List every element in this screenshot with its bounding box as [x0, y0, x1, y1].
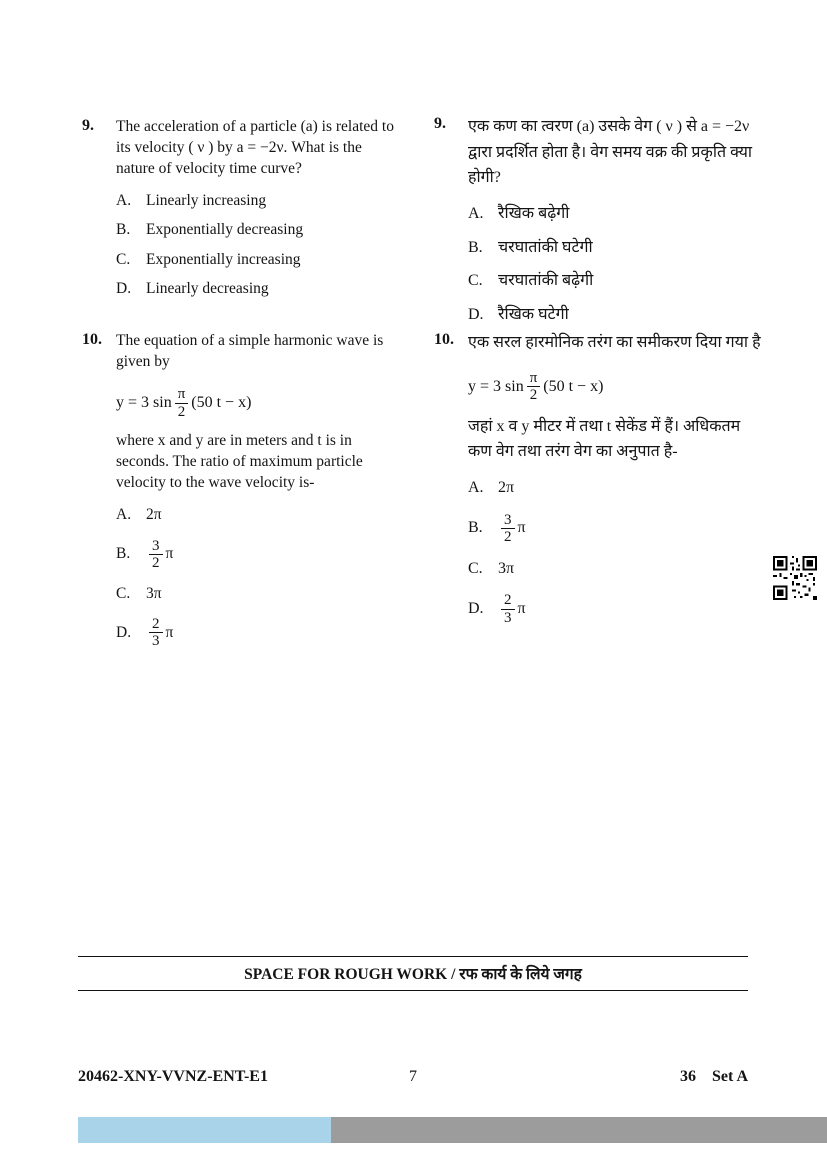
option-pi: π: [165, 545, 174, 563]
option-label: D.: [116, 623, 132, 641]
option-pi: π: [517, 599, 526, 617]
option-text: [498, 592, 526, 626]
question-intro: एक सरल हारमोनिक तरंग का समीकरण दिया गया है: [468, 334, 761, 351]
question-body: [468, 114, 764, 326]
option-row: [116, 616, 400, 650]
option-row: [116, 538, 400, 572]
footer-right-number: 36: [680, 1068, 696, 1085]
option-text: [498, 512, 526, 546]
question-outro: जहां x व y मीटर में तथा t सेकेंड में हैं। अधिकतम कण वेग तथा तरंग वेग का अनुपात है-: [468, 417, 741, 461]
equation-left: y = 3 sin: [116, 394, 172, 412]
rough-work-section: [78, 956, 748, 991]
question-outro: where x and y are in meters and t is in seconds. The ratio of maximum particle velocity to the wave velocity is-: [116, 432, 363, 492]
option-text: Linearly increasing: [146, 192, 267, 210]
question-number: 9.: [82, 117, 94, 134]
question-9-hindi: [434, 114, 764, 326]
option-pi: π: [517, 519, 526, 537]
question-body: [468, 330, 764, 626]
qr-code: [773, 556, 817, 600]
footer-set-info: [417, 1068, 748, 1086]
option-row: [116, 250, 400, 270]
options-list: [468, 478, 764, 627]
fraction-denominator: 2: [504, 529, 512, 546]
fraction-denominator: 2: [177, 403, 186, 420]
question-intro: The equation of a simple harmonic wave is given by: [116, 332, 384, 371]
fraction-denominator: 3: [152, 633, 160, 650]
option-text: 3π: [498, 559, 515, 577]
question-number: 10.: [82, 331, 102, 348]
option-text: 3π: [146, 584, 162, 602]
option-row: [468, 559, 764, 580]
question-body: [116, 330, 400, 650]
option-label: B.: [116, 221, 131, 239]
question-number: 10.: [434, 331, 454, 348]
option-label: C.: [116, 250, 131, 268]
option-row: [468, 478, 764, 499]
question-9-english: [82, 116, 400, 299]
option-label: D.: [116, 279, 132, 297]
option-row: [468, 592, 764, 626]
equation-right: (50 t − x): [543, 377, 604, 395]
option-label: A.: [468, 478, 484, 496]
option-text: 2π: [498, 478, 515, 496]
option-row: [468, 204, 764, 225]
question-10-english: [82, 330, 400, 650]
equation-fraction: [527, 370, 541, 404]
option-text: चरघातांकी बढ़ेगी: [498, 272, 594, 290]
option-row: [116, 279, 400, 299]
option-label: A.: [468, 204, 484, 222]
equation-fraction: [175, 386, 189, 420]
option-fraction: [501, 512, 515, 546]
option-text: Linearly decreasing: [146, 279, 269, 297]
option-label: C.: [468, 559, 483, 577]
option-label: C.: [116, 584, 131, 602]
option-text: Exponentially increasing: [146, 250, 301, 268]
question-body: [116, 116, 400, 299]
option-label: D.: [468, 599, 484, 617]
option-label: D.: [468, 306, 484, 324]
option-pi: π: [165, 623, 174, 641]
question-10-hindi: [434, 330, 764, 626]
option-text: Exponentially decreasing: [146, 221, 304, 239]
fraction-numerator: π: [175, 386, 189, 404]
option-text: [146, 616, 173, 650]
option-row: [116, 191, 400, 211]
fraction-numerator: 3: [501, 512, 515, 530]
option-text: [146, 538, 173, 572]
option-fraction: [149, 616, 163, 650]
wave-equation: [116, 386, 400, 420]
option-text: रैखिक बढ़ेगी: [498, 204, 570, 222]
fraction-numerator: 3: [149, 538, 163, 556]
fraction-numerator: 2: [501, 592, 515, 610]
option-fraction: [149, 538, 163, 572]
options-list: [116, 191, 400, 299]
option-text: 2π: [146, 506, 162, 524]
options-list: [116, 505, 400, 649]
question-number: 9.: [434, 115, 446, 132]
options-list: [468, 204, 764, 326]
footer-page-number: 7: [409, 1068, 417, 1085]
option-row: [116, 505, 400, 525]
question-text: The acceleration of a particle (a) is related to its velocity ( ν ) by a = −2ν. What is the nature of velocity time curve?: [116, 118, 394, 178]
option-row: [116, 220, 400, 240]
option-row: [468, 512, 764, 546]
bottom-bar-blue: [78, 1117, 331, 1143]
rough-work-label: SPACE FOR ROUGH WORK / रफ कार्य के लिये जगह: [244, 966, 582, 983]
option-label: A.: [116, 506, 132, 524]
option-label: C.: [468, 272, 483, 290]
option-label: B.: [468, 519, 483, 537]
fraction-numerator: 2: [149, 616, 163, 634]
equation-left: y = 3 sin: [468, 377, 524, 395]
wave-equation: [468, 370, 764, 404]
fraction-denominator: 3: [504, 609, 512, 626]
option-text: रैखिक घटेगी: [498, 306, 569, 324]
option-fraction: [501, 592, 515, 626]
option-label: B.: [116, 545, 131, 563]
footer-set-label: Set A: [712, 1068, 748, 1085]
fraction-denominator: 2: [152, 555, 160, 572]
option-text: चरघातांकी घटेगी: [498, 238, 593, 256]
footer-paper-code: 20462-XNY-VVNZ-ENT-E1: [78, 1068, 268, 1085]
option-row: [468, 238, 764, 259]
option-label: A.: [116, 192, 132, 210]
page-footer: [78, 1068, 748, 1086]
fraction-numerator: π: [527, 370, 541, 388]
question-text: एक कण का त्वरण (a) उसके वेग ( ν ) से a = −2ν द्वारा प्रदर्शित होता है। वेग समय वक्र की प्रकृति क्या होगी?: [468, 118, 753, 187]
option-row: [468, 305, 764, 326]
option-row: [468, 271, 764, 292]
option-label: B.: [468, 238, 483, 256]
bottom-bar-gray: [331, 1117, 827, 1143]
option-row: [116, 584, 400, 604]
equation-right: (50 t − x): [191, 394, 252, 412]
fraction-denominator: 2: [529, 387, 538, 404]
